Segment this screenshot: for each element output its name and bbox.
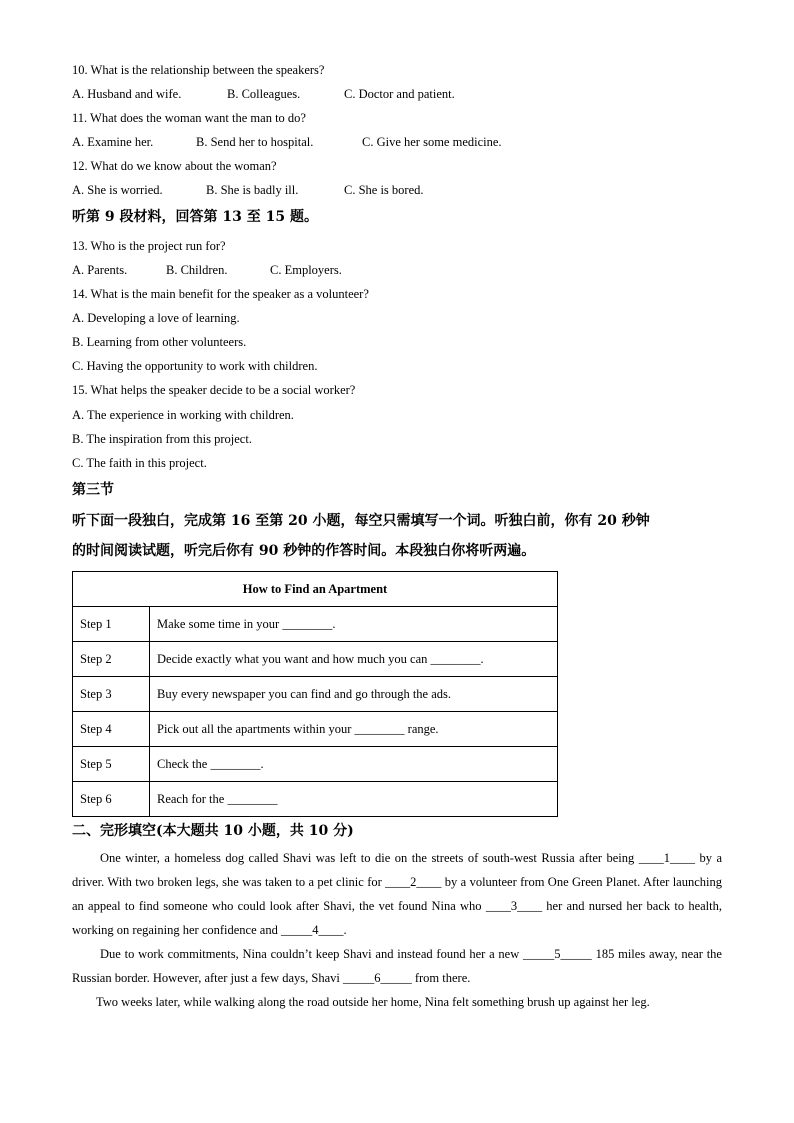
cloze-passage [72,846,722,1014]
question-10: 10. What is the relationship between the speakers? [72,63,325,77]
cloze-text: from there. [411,971,471,985]
step-text: Buy every newspaper you can find and go through the ads. [150,677,558,712]
table-title: How to Find an Apartment [73,572,558,607]
options-10 [72,86,455,102]
table-row [73,642,558,677]
option-c: C. The faith in this project. [72,456,207,470]
table-row [73,712,558,747]
table-row [73,607,558,642]
option-b: B. Children. [166,263,228,277]
step-label: Step 5 [73,747,150,782]
section-9-heading: 听第 9 段材料，回答第 13 至 15 题。 [72,209,318,225]
cloze-heading: 二、完形填空(本大题共 10 小题，共 10 分) [72,823,354,839]
option-a: A. The experience in working with children. [72,408,294,422]
table-row [73,677,558,712]
question-13: 13. Who is the project run for? [72,239,226,253]
step-label: Step 3 [73,677,150,712]
section-3-instruction-2: 的时间阅读试题，听完后你有 90 秒钟的作答时间。本段独白你将听两遍。 [72,543,536,559]
section-3-instruction-1: 听下面一段独白，完成第 16 至第 20 小题，每空只需填写一个词。听独白前，你有 20 秒钟 [72,513,650,529]
options-12 [72,182,424,198]
step-text: Check the ________. [150,747,558,782]
option-c: C. Having the opportunity to work with children. [72,359,318,373]
step-label: Step 4 [73,712,150,747]
option-b: B. Colleagues. [227,87,301,101]
cloze-paragraph-2 [72,942,722,990]
option-c: C. She is bored. [344,183,424,197]
question-14: 14. What is the main benefit for the speaker as a volunteer? [72,287,369,301]
option-a: A. Examine her. [72,135,154,149]
cloze-text: 185 miles away, near the Russian border. However, after just a few days, Shavi [72,947,722,985]
section-3-title: 第三节 [72,482,114,498]
option-c: C. Employers. [270,263,342,277]
step-text: Reach for the ________ [150,782,558,817]
option-a: A. She is worried. [72,183,163,197]
cloze-blank-6: _____6_____ [342,971,412,985]
option-a: A. Husband and wife. [72,87,182,101]
option-b: B. She is badly ill. [206,183,299,197]
option-c: C. Give her some medicine. [362,135,502,149]
apartment-steps-table [72,571,558,817]
cloze-blank-4: _____4____ [280,923,344,937]
cloze-blank-2: ____2____ [385,875,442,889]
cloze-paragraph-3: Two weeks later, while walking along the road outside her home, Nina felt something brush up against her leg. [96,995,650,1009]
cloze-text: Due to work commitments, Nina couldn’t keep Shavi and instead found her a new [100,947,524,961]
step-text: Decide exactly what you want and how much you can ________. [150,642,558,677]
question-12: 12. What do we know about the woman? [72,159,277,173]
step-text: Pick out all the apartments within your ________ range. [150,712,558,747]
step-label: Step 6 [73,782,150,817]
cloze-blank-5: _____5_____ [523,947,592,961]
cloze-text: by a volunteer from One Green Planet. After launching an appeal to find someone who could look after Shavi, the vet found Nina who [72,875,722,913]
option-b: B. The inspiration from this project. [72,432,252,446]
option-a: A. Parents. [72,263,128,277]
options-11 [72,134,502,150]
table-row [73,782,558,817]
step-label: Step 2 [73,642,150,677]
table-row [73,747,558,782]
cloze-blank-1: ____1____ [638,851,696,865]
question-11: 11. What does the woman want the man to do? [72,111,306,125]
options-13 [72,262,342,278]
step-text: Make some time in your ________. [150,607,558,642]
cloze-text: by a driver. With two broken legs, she was taken to a pet clinic for [72,851,722,889]
option-c: C. Doctor and patient. [344,87,455,101]
cloze-text: her and nursed her back to health, working on regaining her confidence and [72,899,722,937]
option-b: B. Send her to hospital. [196,135,314,149]
cloze-blank-3: ____3____ [485,899,543,913]
cloze-text: . [343,923,347,937]
cloze-paragraph-1 [72,846,722,942]
question-15: 15. What helps the speaker decide to be a social worker? [72,383,356,397]
step-label: Step 1 [73,607,150,642]
option-a: A. Developing a love of learning. [72,311,240,325]
option-b: B. Learning from other volunteers. [72,335,247,349]
cloze-text: One winter, a homeless dog called Shavi was left to die on the streets of south-west Russia after being [100,851,635,865]
